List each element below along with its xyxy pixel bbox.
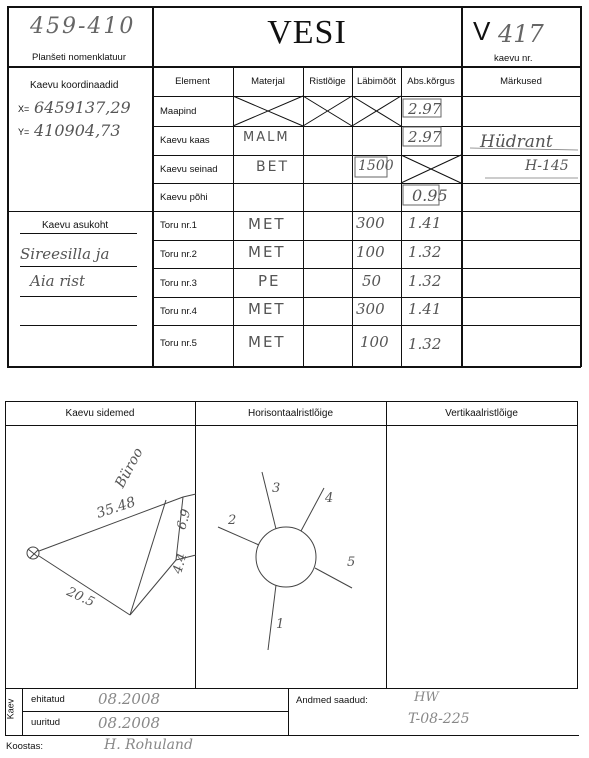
well-number: 417 [498, 20, 544, 48]
x-prefix: X= [18, 104, 30, 114]
page-title: VESI [267, 14, 347, 51]
data-from-value2: T-08-225 [408, 711, 470, 727]
x-value: 6459137,29 [34, 98, 131, 117]
pipe-label-2: 2 [228, 513, 237, 528]
coords-label: Kaevu koordinaadid [30, 80, 119, 91]
row-abs: 0.95 [412, 186, 448, 205]
kaev-label: Kaev [5, 698, 16, 720]
row-diameter: 1500 [358, 158, 394, 174]
row-abs: 1.41 [408, 214, 442, 232]
row-material: PE [258, 272, 281, 290]
tie-label-corner: Büroo [112, 445, 147, 491]
col-notes: Märkused [500, 76, 542, 87]
row-abs: 2.97 [408, 128, 442, 146]
row-material: BET [256, 159, 290, 175]
row-diameter: 100 [360, 333, 389, 351]
row-abs: 1.41 [408, 300, 442, 318]
horizontal-title: Horisontaalristlõige [247, 408, 334, 419]
row-abs: 1.32 [408, 272, 442, 290]
row-diameter: 300 [356, 300, 385, 318]
tie-label-right-top: 6.9 [174, 507, 195, 532]
row-abs: 1.32 [408, 335, 442, 353]
pipe-label-3: 3 [272, 481, 281, 496]
col-element: Element [175, 76, 210, 87]
ties-title: Kaevu sidemed [65, 408, 135, 419]
built-label: ehitatud [31, 694, 65, 705]
data-from-value1: HW [414, 690, 439, 705]
data-from-label: Andmed saadud: [296, 695, 368, 706]
row-element: Toru nr.4 [160, 306, 197, 317]
col-section: Ristlõige [309, 76, 346, 87]
row-notes: H-145 [525, 158, 569, 174]
well-prefix: V [473, 16, 491, 46]
row-material: MALM [243, 130, 290, 145]
col-abs: Abs.kõrgus [407, 76, 455, 87]
row-material: MET [248, 333, 286, 351]
location-line2: Aia rist [30, 272, 86, 290]
sheet-label: Planšeti nomenklatuur [32, 52, 126, 63]
row-material: MET [248, 300, 286, 318]
tie-label-bottom: 20.5 [64, 584, 97, 611]
row-element: Toru nr.2 [160, 249, 197, 260]
row-element: Toru nr.3 [160, 278, 197, 289]
col-material: Materjal [251, 76, 285, 87]
row-element: Kaevu seinad [160, 164, 218, 175]
pipe-label-5: 5 [347, 555, 356, 570]
row-abs: 2.97 [408, 100, 442, 118]
row-element: Kaevu kaas [160, 135, 210, 146]
row-diameter: 300 [356, 214, 385, 232]
tie-label-right-mid: 4.4 [170, 551, 191, 576]
surveyed-label: uuritud [31, 717, 61, 728]
location-label: Kaevu asukoht [42, 220, 109, 231]
y-value: 410904,73 [34, 121, 121, 140]
pipe-label-4: 4 [325, 491, 334, 506]
row-abs: 1.32 [408, 243, 442, 261]
row-notes: Hüdrant [480, 132, 553, 152]
row-material: MET [248, 243, 286, 261]
sheet-code: 459-410 [30, 14, 136, 39]
y-prefix: Y= [18, 127, 30, 137]
well-label: kaevu nr. [494, 53, 533, 64]
compiled-label: Koostas: [6, 741, 43, 752]
row-diameter: 100 [356, 243, 385, 261]
col-diameter: Läbimõõt [356, 76, 397, 87]
surveyed-value: 08.2008 [98, 714, 161, 732]
built-value: 08.2008 [98, 690, 161, 708]
location-line1: Sireesilla ja [20, 245, 110, 263]
vertical-title: Vertikaalristlõige [445, 408, 518, 419]
row-element: Kaevu põhi [160, 192, 208, 203]
pipe-label-1: 1 [276, 617, 285, 632]
compiled-value: H. Rohuland [104, 737, 193, 753]
row-material: MET [248, 215, 286, 233]
row-diameter: 50 [362, 272, 382, 290]
row-element: Maapind [160, 106, 197, 117]
tie-label-top: 35.48 [94, 494, 138, 522]
row-element: Toru nr.1 [160, 220, 197, 231]
row-element: Toru nr.5 [160, 338, 197, 349]
